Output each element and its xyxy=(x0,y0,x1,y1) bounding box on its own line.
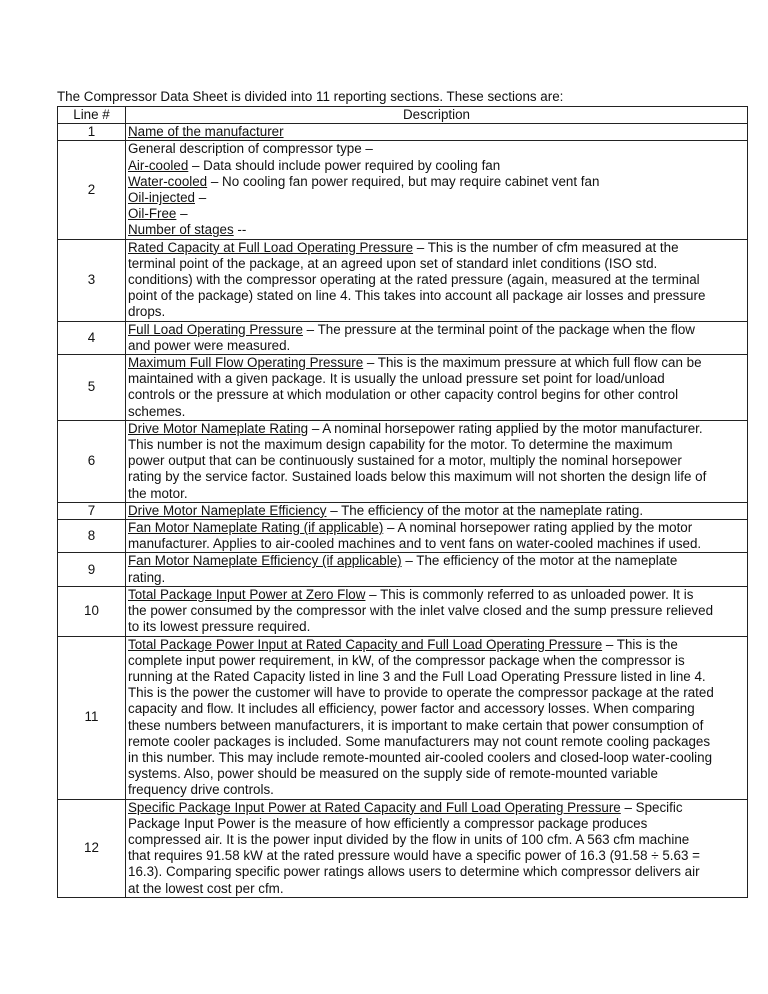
table-row xyxy=(58,520,748,553)
table-row xyxy=(58,799,748,897)
description-line xyxy=(128,832,745,848)
line-number-cell: 12 xyxy=(58,799,126,897)
description-line xyxy=(128,637,745,653)
section-text: manufacturer. Applies to air-cooled machines and to vent fans on water-cooled machines if used. xyxy=(128,536,702,552)
description-line xyxy=(128,669,745,685)
description-cell xyxy=(126,124,748,141)
section-text: conditions) with the compressor operating at the rated pressure (again, measured at the terminal xyxy=(128,272,700,288)
section-term: Maximum Full Flow Operating Pressure xyxy=(128,355,364,371)
description-line xyxy=(128,553,745,569)
table-row xyxy=(58,586,748,636)
description-line xyxy=(128,288,745,304)
section-term: Drive Motor Nameplate Efficiency xyxy=(128,502,327,518)
description-line xyxy=(128,437,745,453)
section-term: Number of stages xyxy=(128,222,234,238)
section-text: drops. xyxy=(128,304,166,320)
section-text: Package Input Power is the measure of how efficiently a compressor package produces xyxy=(128,815,648,831)
section-text: point of the package) stated on line 4. This takes into account all package air losses and pressure xyxy=(128,288,706,304)
description-line xyxy=(128,304,745,320)
description-line xyxy=(128,141,745,157)
description-line xyxy=(128,782,745,798)
section-text: – xyxy=(194,190,207,206)
section-text: – A nominal horsepower rating applied by the motor manufacturer. xyxy=(308,420,703,436)
description-cell xyxy=(126,321,748,354)
description-line xyxy=(128,685,745,701)
description-line xyxy=(128,256,745,272)
section-text: complete input power requirement, in kW, of the compressor package when the compressor is xyxy=(128,652,685,668)
table-row xyxy=(58,141,748,239)
description-line xyxy=(128,355,745,371)
table-body xyxy=(58,124,748,898)
line-number-cell: 3 xyxy=(58,239,126,321)
description-line xyxy=(128,404,745,420)
description-line xyxy=(128,570,745,586)
description-line xyxy=(128,881,745,897)
section-text: This number is not the maximum design capability for the motor. To determine the maximum xyxy=(128,437,673,453)
table-row xyxy=(58,636,748,799)
section-text: – This is the number of cfm measured at the xyxy=(413,239,679,255)
section-text: maintained with a given package. It is usually the unload pressure set point for load/unload xyxy=(128,371,665,387)
description-line xyxy=(128,469,745,485)
section-text: rating. xyxy=(128,569,166,585)
description-line xyxy=(128,371,745,387)
section-text: capacity and flow. It includes all efficiency, power factor and accessory losses. When comparing xyxy=(128,701,695,717)
description-cell xyxy=(126,239,748,321)
section-text: terminal point of the package, at an agreed upon set of standard inlet conditions (ISO std. xyxy=(128,255,658,271)
line-number-cell: 5 xyxy=(58,355,126,421)
table-row xyxy=(58,321,748,354)
section-text: – This is the maximum pressure at which full flow can be xyxy=(363,355,702,371)
description-cell xyxy=(126,636,748,799)
section-text: This is the power the customer will have to provide to operate the compressor package at the rated xyxy=(128,685,714,701)
section-text: 16.3). Comparing specific power ratings allows users to determine which compressor delivers air xyxy=(128,864,700,880)
line-number-cell: 7 xyxy=(58,502,126,519)
table-row xyxy=(58,355,748,421)
description-line xyxy=(128,848,745,864)
section-text: the power consumed by the compressor with the inlet valve closed and the sump pressure relieved xyxy=(128,603,714,619)
description-line xyxy=(128,190,745,206)
section-term: Oil-injected xyxy=(128,190,195,206)
description-line xyxy=(128,816,745,832)
section-text: controls or the pressure at which modulation or other capacity control begins for other control xyxy=(128,387,679,403)
section-text: – The efficiency of the motor at the nameplate xyxy=(401,553,678,569)
section-text: these numbers between manufacturers, it is important to make certain that power consumption of xyxy=(128,717,704,733)
line-number-cell: 10 xyxy=(58,586,126,636)
section-text: schemes. xyxy=(128,403,186,419)
line-number-cell: 4 xyxy=(58,321,126,354)
section-text: – A nominal horsepower rating applied by the motor xyxy=(383,520,693,536)
section-term: Oil-Free xyxy=(128,206,177,222)
description-line xyxy=(128,486,745,502)
section-text: at the lowest cost per cfm. xyxy=(128,880,284,896)
description-line xyxy=(128,864,745,880)
section-text: in this number. This may include remote-mounted air-cooled coolers and closed-loop water-cooling xyxy=(128,749,713,765)
section-text: -- xyxy=(233,222,247,238)
description-line xyxy=(128,701,745,717)
section-text: remote cooler packages is included. Some manufacturers may not count remote cooling packages xyxy=(128,733,711,749)
description-cell xyxy=(126,355,748,421)
description-line xyxy=(128,718,745,734)
description-cell xyxy=(126,420,748,502)
description-line xyxy=(128,240,745,256)
description-line xyxy=(128,206,745,222)
line-number-cell: 1 xyxy=(58,124,126,141)
line-number-cell: 8 xyxy=(58,520,126,553)
description-cell xyxy=(126,553,748,586)
description-line xyxy=(128,520,745,536)
description-line xyxy=(128,619,745,635)
section-term: Air-cooled xyxy=(128,157,189,173)
table-row xyxy=(58,553,748,586)
description-line xyxy=(128,453,745,469)
section-text: to its lowest pressure required. xyxy=(128,619,311,635)
section-term: Fan Motor Nameplate Efficiency (if applicable) xyxy=(128,553,402,569)
section-term: Total Package Input Power at Zero Flow xyxy=(128,586,366,602)
description-line xyxy=(128,503,745,519)
description-line xyxy=(128,158,745,174)
section-text: – Data should include power required by cooling fan xyxy=(188,157,501,173)
line-number-cell: 9 xyxy=(58,553,126,586)
description-line xyxy=(128,124,745,140)
description-cell xyxy=(126,799,748,897)
section-text: running at the Rated Capacity listed in line 3 and the Full Load Operating Pressure listed in line 4. xyxy=(128,668,706,684)
section-text: power output that can be continuously sustained for a motor, multiply the nominal horsepower xyxy=(128,453,682,469)
section-text: – xyxy=(176,206,188,222)
description-cell xyxy=(126,502,748,519)
header-line-number: Line # xyxy=(58,107,126,124)
header-description: Description xyxy=(126,107,748,124)
description-cell xyxy=(126,141,748,239)
section-term: Full Load Operating Pressure xyxy=(128,321,303,337)
section-term: Specific Package Input Power at Rated Capacity and Full Load Operating Pressure xyxy=(128,799,621,815)
section-text: – The pressure at the terminal point of the package when the flow xyxy=(302,321,695,337)
table-row xyxy=(58,420,748,502)
section-text: and power were measured. xyxy=(128,337,291,353)
section-term: Water-cooled xyxy=(128,173,208,189)
description-line xyxy=(128,272,745,288)
section-text: General description of compressor type – xyxy=(128,141,373,157)
section-text: – Specific xyxy=(620,799,683,815)
description-line xyxy=(128,766,745,782)
section-text: systems. Also, power should be measured on the supply side of remote-mounted variable xyxy=(128,766,658,782)
line-number-cell: 6 xyxy=(58,420,126,502)
section-text: – This is commonly referred to as unloaded power. It is xyxy=(365,586,694,602)
description-cell xyxy=(126,520,748,553)
section-text: the motor. xyxy=(128,485,188,501)
description-line xyxy=(128,322,745,338)
section-text: – No cooling fan power required, but may require cabinet vent fan xyxy=(207,173,600,189)
compressor-data-sheet-table xyxy=(57,106,748,898)
header-row xyxy=(58,107,748,124)
description-line xyxy=(128,174,745,190)
table-row xyxy=(58,124,748,141)
section-term: Name of the manufacturer xyxy=(128,124,284,140)
description-line xyxy=(128,587,745,603)
section-term: Total Package Power Input at Rated Capacity and Full Load Operating Pressure xyxy=(128,636,603,652)
line-number-cell: 2 xyxy=(58,141,126,239)
description-line xyxy=(128,653,745,669)
line-number-cell: 11 xyxy=(58,636,126,799)
description-line xyxy=(128,603,745,619)
section-text: that requires 91.58 kW at the rated pressure would have a specific power of 16.3 (91.58 ÷ 5.63 = xyxy=(128,848,700,864)
section-term: Rated Capacity at Full Load Operating Pressure xyxy=(128,239,414,255)
table-row xyxy=(58,502,748,519)
description-line xyxy=(128,734,745,750)
description-line xyxy=(128,536,745,552)
section-text: frequency drive controls. xyxy=(128,782,274,798)
description-line xyxy=(128,338,745,354)
intro-text: The Compressor Data Sheet is divided into 11 reporting sections. These sections are: xyxy=(57,89,564,104)
description-line xyxy=(128,222,745,238)
section-text: – The efficiency of the motor at the nameplate rating. xyxy=(326,502,644,518)
description-line xyxy=(128,421,745,437)
description-line xyxy=(128,750,745,766)
section-text: rating by the service factor. Sustained loads below this maximum will not shorten the design life of xyxy=(128,469,707,485)
description-cell xyxy=(126,586,748,636)
section-term: Drive Motor Nameplate Rating xyxy=(128,420,309,436)
description-line xyxy=(128,800,745,816)
section-term: Fan Motor Nameplate Rating (if applicable) xyxy=(128,520,384,536)
description-line xyxy=(128,387,745,403)
section-text: – This is the xyxy=(602,636,678,652)
section-text: compressed air. It is the power input divided by the flow in units of 100 cfm. A 563 cfm machine xyxy=(128,831,690,847)
table-row xyxy=(58,239,748,321)
